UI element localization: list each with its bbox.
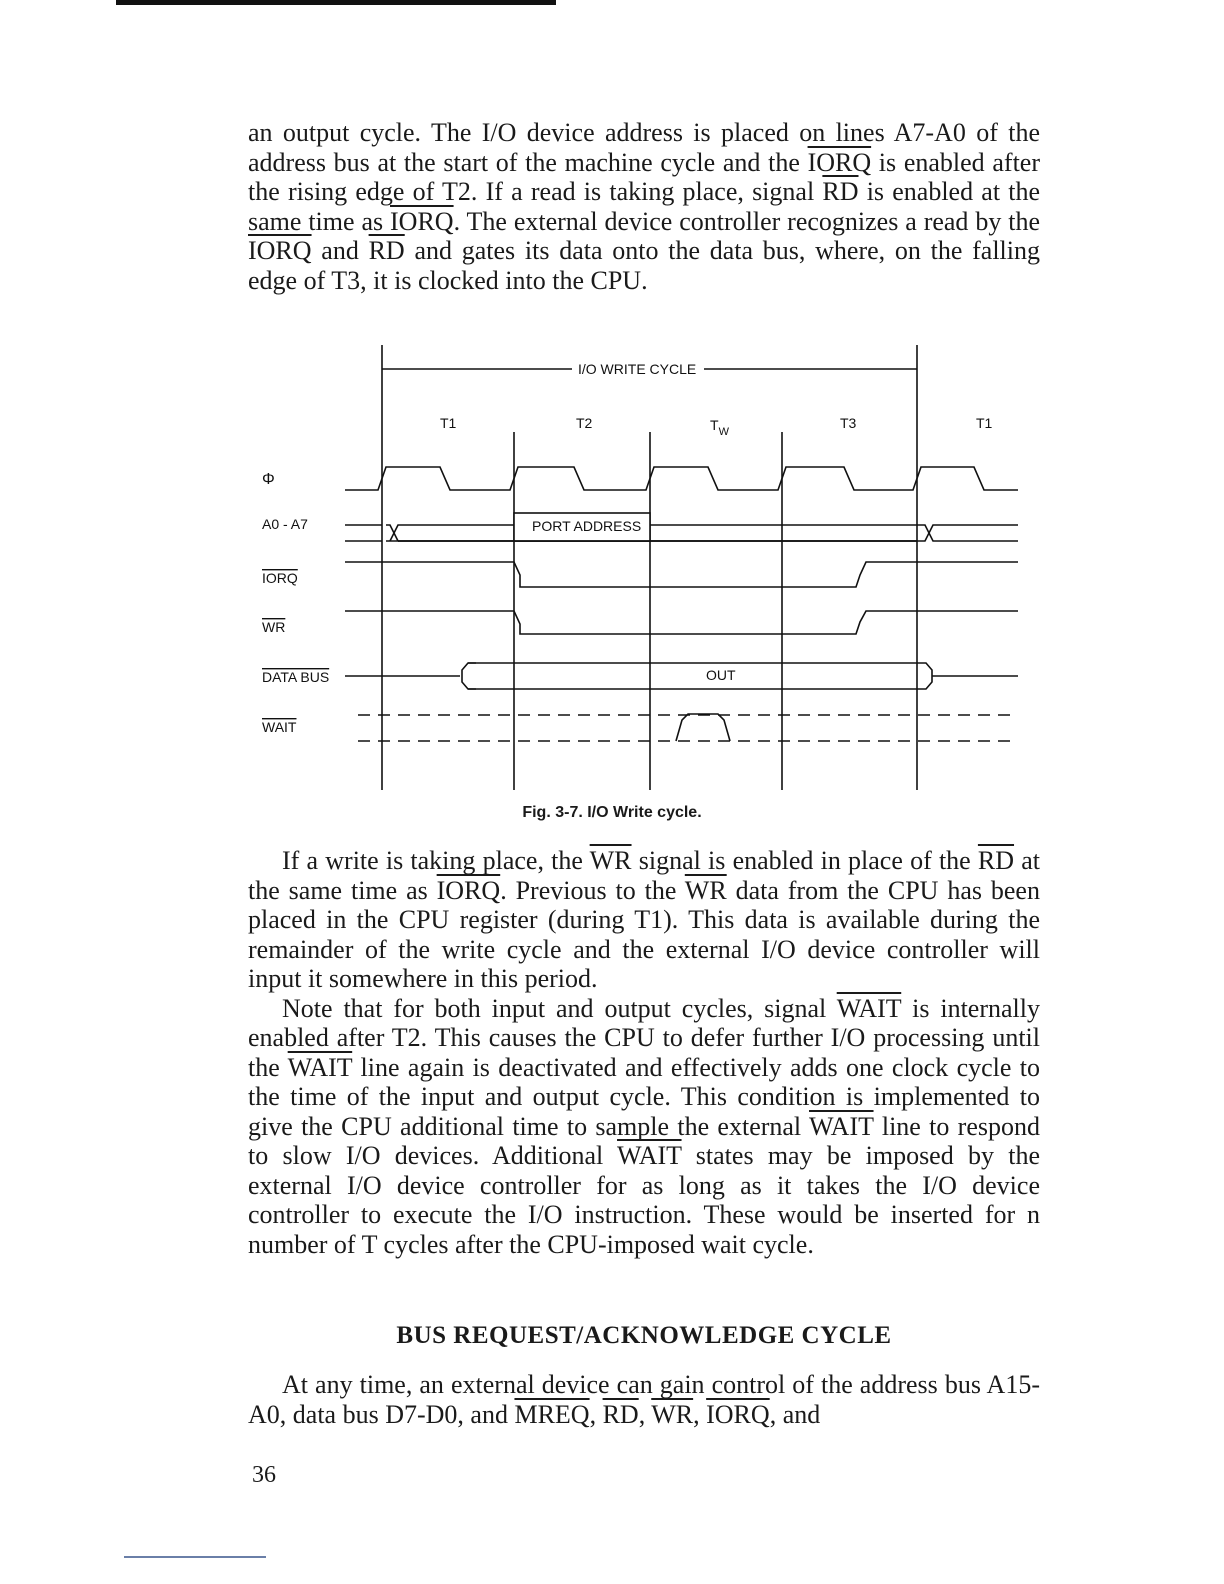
overlined-signal: $\overline{RD}$	[368, 236, 405, 265]
overlined-signal: WAIT	[809, 1111, 874, 1141]
state-t3: T3	[840, 415, 857, 431]
overlined-signal: $\overline{RD}$	[822, 177, 859, 206]
state-t1-next: T1	[976, 415, 993, 431]
text-run: and	[311, 236, 369, 265]
overlined-signal: MREQ	[514, 1399, 590, 1429]
text-run: is internally enabled after T2. This causes the CPU to defer further I/O processing until the	[248, 993, 1040, 1082]
overlined-signal: $\overline{WR}$	[589, 846, 632, 875]
text-run: is enabled after the rising edge of T2. If a read is taking place, signal	[248, 147, 1040, 206]
overlined-signal: $\overline{WR}$	[651, 1399, 694, 1429]
paragraph-wait-text	[248, 994, 1040, 1260]
overlined-signal: IORQ	[706, 1399, 770, 1429]
text-run: ,	[589, 1399, 603, 1429]
state-t1: T1	[440, 415, 457, 431]
text-run: line to respond to slow I/O devices. Additional	[248, 1111, 1041, 1170]
out-label: OUT	[706, 667, 736, 683]
text-run: and gates its data onto the data bus, where, on the falling edge of T3, it is clocked into the CPU.	[248, 236, 1040, 295]
wait-pulse	[676, 714, 730, 741]
text-run: an output cycle. The I/O device address is placed on lines	[248, 118, 894, 147]
text-run: ,	[693, 1399, 707, 1429]
figure-caption: Fig. 3-7. I/O Write cycle.	[522, 804, 702, 821]
signal-clock-label: Φ	[262, 471, 275, 488]
text-run: states may be imposed by the external I/O device controller for as long as it takes the I/O device controller to execute the I/O instruction. These would be inserted for n number of T cycles after the CPU-imposed wait cycle.	[248, 1141, 1040, 1259]
text-run: If a write is taking place, the	[282, 846, 590, 875]
text-run: At any time, an external device can gain control of the address bus A15-A0, data bus D7-D0, and	[248, 1370, 1040, 1429]
overlined-signal: $\overline{RD}$	[977, 846, 1015, 875]
text-run: , and	[769, 1399, 821, 1429]
signal-wait-label: WAIT	[262, 719, 297, 735]
page-number: 36	[252, 1462, 276, 1488]
signal-address-label: A0 - A7	[262, 516, 308, 532]
signal-wr-label: WR	[262, 619, 286, 635]
paragraph-bus-request-text	[248, 1370, 1040, 1429]
paragraph-middle	[248, 846, 1040, 1259]
text-run: signal is enabled in place of the	[631, 846, 978, 875]
text-run: is enabled at the same time as	[248, 177, 1040, 236]
overlined-signal: IORQ	[807, 147, 872, 177]
overlined-signal: $\overline{RD}$	[602, 1399, 639, 1429]
text-run: ,	[638, 1399, 652, 1429]
overlined-signal: WAIT	[617, 1141, 682, 1170]
overlined-signal: IORQ	[436, 875, 501, 905]
bottom-rule	[124, 1556, 266, 1558]
text-run: . Previous to the	[500, 875, 685, 905]
section-heading: BUS REQUEST/ACKNOWLEDGE CYCLE	[396, 1322, 892, 1349]
text-run: A7-A0	[893, 118, 966, 147]
overlined-signal: $\overline{WR}$	[684, 875, 727, 905]
signal-data-bus-label: DATA BUS	[262, 669, 330, 685]
signal-iorq-label: IORQ	[262, 570, 298, 586]
text-run: data from the CPU has been placed in the CPU register (during T1). This data is available during the remainder of the write cycle and the external I/O device controller will input it somewhere in this period.	[248, 875, 1040, 993]
text-run: Note that for both input and output cycles, signal	[282, 993, 837, 1023]
overlined-signal: IORQ	[390, 206, 454, 236]
overlined-signal: WAIT	[287, 1052, 353, 1082]
text-run: line again is deactivated and effectively adds one clock cycle to the time of the input and output cycle. This condition is implemented to give the CPU additional time to sample the external	[248, 1052, 1041, 1141]
data-bus-waveform	[462, 663, 476, 689]
overlined-signal: IORQ	[248, 236, 312, 265]
state-t2: T2	[576, 415, 593, 431]
state-tw: $T_W$	[710, 417, 729, 438]
port-address-label: PORT ADDRESS	[532, 518, 642, 534]
text-run: of the address bus at the start of the machine cycle and the	[248, 118, 1040, 177]
overlined-signal: WAIT	[836, 993, 902, 1023]
text-run: at the same time as	[248, 846, 1040, 905]
cycle-label: I/O WRITE CYCLE	[578, 361, 697, 377]
paragraph-bottom	[248, 1370, 1040, 1429]
paragraph-write-text	[248, 846, 1040, 994]
text-run: . The external device controller recognizes a read by the	[453, 206, 1041, 236]
